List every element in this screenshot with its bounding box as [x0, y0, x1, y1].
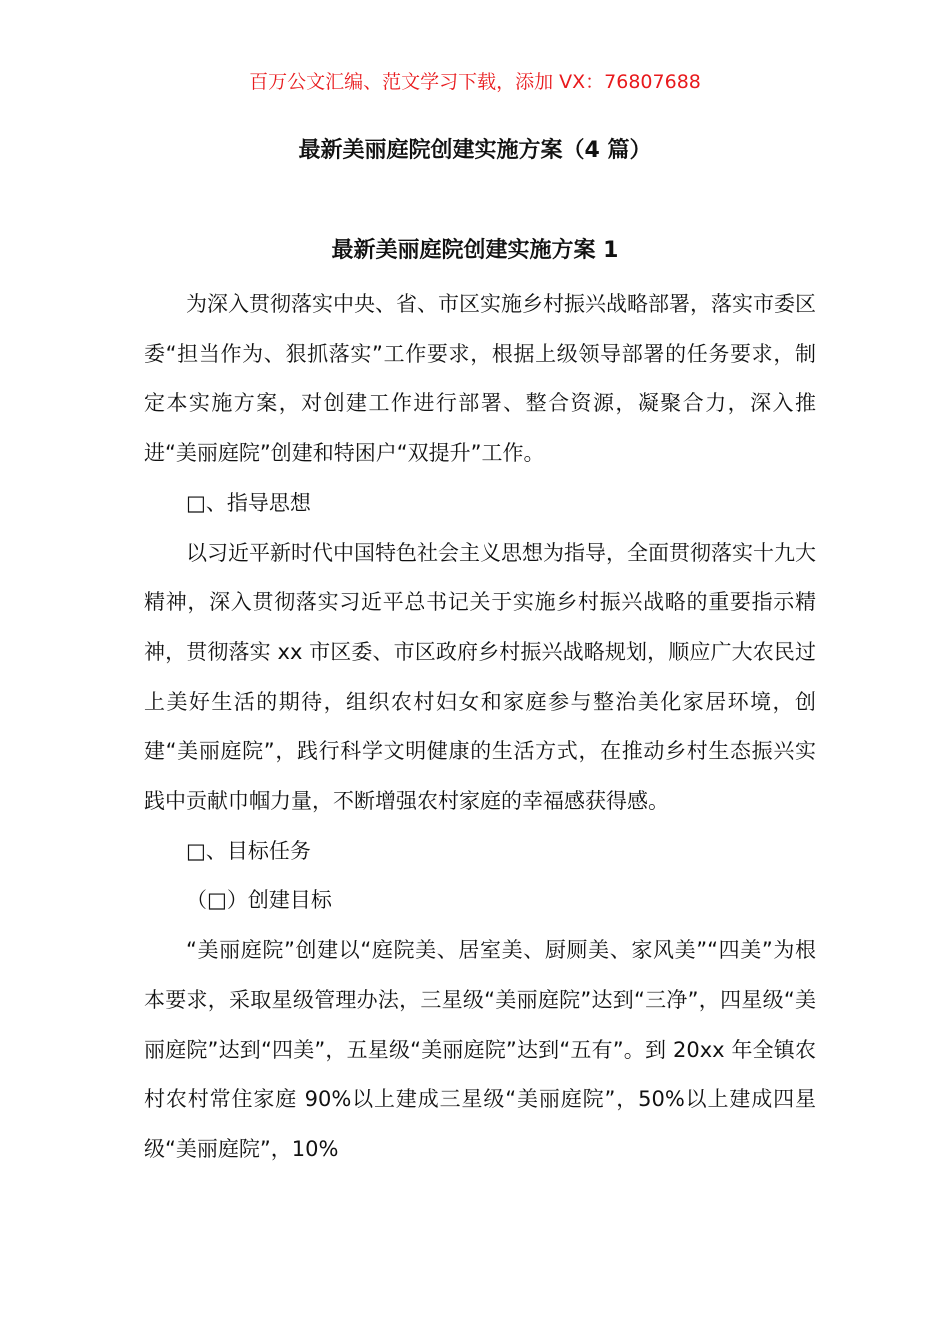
paragraph-intro: 为深入贯彻落实中央、省、市区实施乡村振兴战略部署，落实市委区委“担当作为、狠抓落实”工作要求，根据上级领导部署的任务要求，制定本实施方案，对创建工作进行部署、整合资源，凝聚合力，深入推进“美丽庭院”创建和特困户“双提升”工作。 [144, 292, 816, 466]
watermark-header: 百万公文汇编、范文学习下载，添加 VX：76807688 [249, 71, 701, 93]
paragraph-guiding-ideology: 以习近平新时代中国特色社会主义思想为指导，全面贯彻落实十九大精神，深入贯彻落实习近平总书记关于实施乡村振兴战略的重要指示精神，贯彻落实 xx 市区委、市区政府乡村振兴战略规划，顺应广大农民过上美好生活的期待，组织农村妇女和家庭参与整治美化家居环境，创建“美丽庭院”，践行科学文明健康的生活方式，在推动乡村生态振兴实践中贡献巾帼力量，不断增强农村家庭的幸福感获得感。 [144, 540, 816, 814]
paragraph-creation-goal: “美丽庭院”创建以“庭院美、居室美、厨厕美、家风美”“四美”为根本要求，采取星级管理办法，三星级“美丽庭院”达到“三净”，四星级“美丽庭院”达到“四美”，五星级“美丽庭院”达到“五有”。到 20xx 年全镇农村农村常住家庭 90%以上建成三星级“美丽庭院”，50%以上建成四星级“美丽庭院”，10% [144, 938, 816, 1161]
heading-guiding-ideology: □、指导思想 [186, 490, 311, 515]
document-body [144, 280, 816, 1175]
document-title: 最新美丽庭院创建实施方案（4 篇） [298, 138, 652, 163]
section-title: 最新美丽庭院创建实施方案 1 [331, 238, 619, 263]
heading-goals-tasks: □、目标任务 [186, 838, 311, 863]
subheading-creation-goal: （□）创建目标 [186, 888, 332, 913]
